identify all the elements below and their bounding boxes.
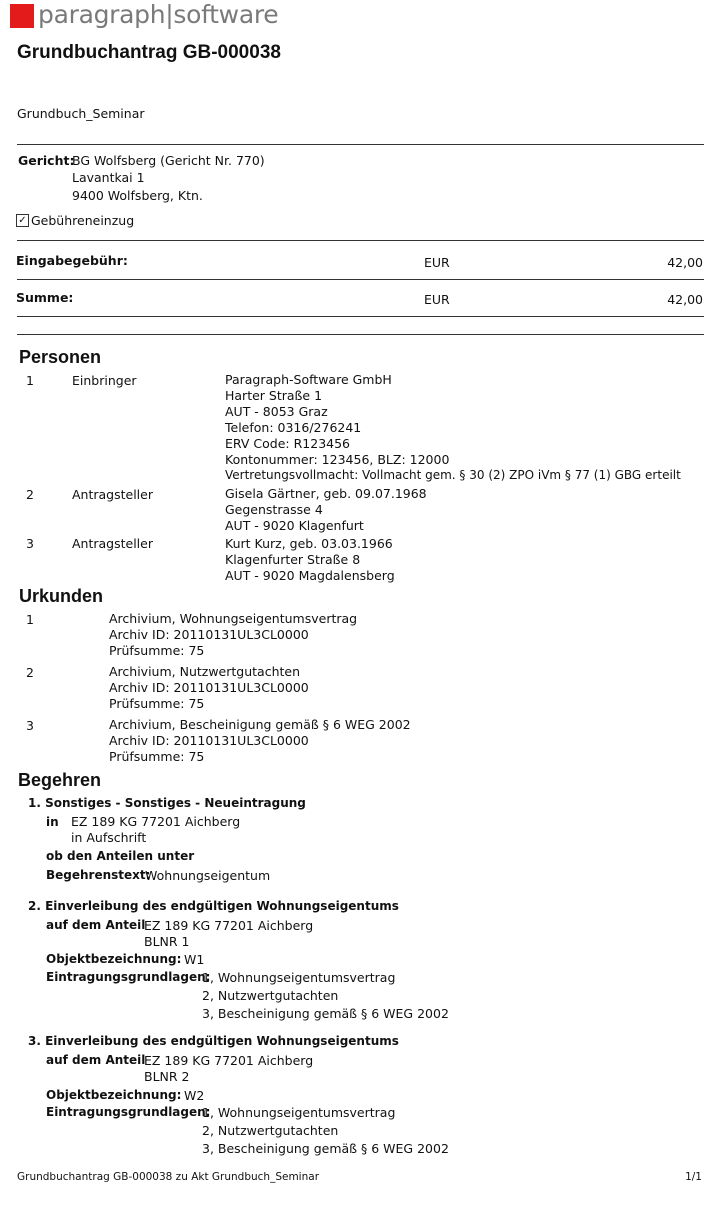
section-heading-begehren: Begehren <box>18 770 102 790</box>
begehren-objekt-label: Objektbezeichnung: <box>46 1088 182 1102</box>
sum-amount: 42,00 <box>667 292 703 307</box>
begehren-title: 2. Einverleibung des endgültigen Wohnungseigentums <box>28 899 399 913</box>
begehren-text-value: Wohnungseigentum <box>145 868 271 883</box>
person-line: AUT - 9020 Magdalensberg <box>225 568 395 583</box>
akt-name: Grundbuch_Seminar <box>17 106 145 121</box>
begehren-line: 3, Bescheinigung gemäß § 6 WEG 2002 <box>202 1006 449 1021</box>
divider <box>17 316 704 317</box>
person-line: Klagenfurter Straße 8 <box>225 552 361 567</box>
urkunde-line: Archiv ID: 20110131UL3CL0000 <box>109 680 309 695</box>
begehren-line: 3, Bescheinigung gemäß § 6 WEG 2002 <box>202 1141 449 1156</box>
gericht-label: Gericht: <box>18 153 75 168</box>
urkunde-line: Archiv ID: 20110131UL3CL0000 <box>109 733 309 748</box>
divider <box>17 144 704 145</box>
begehren-title: 1. Sonstiges - Sonstiges - Neueintragung <box>28 796 306 810</box>
fee-amount: 42,00 <box>667 255 703 270</box>
urkunde-line: Archivium, Bescheinigung gemäß § 6 WEG 2002 <box>109 717 411 732</box>
begehren-in-label: in <box>46 815 59 829</box>
divider <box>17 334 704 335</box>
person-nr: 2 <box>26 487 34 502</box>
page-number: 1/1 <box>685 1171 702 1183</box>
begehren-line: 2, Nutzwertgutachten <box>202 1123 339 1138</box>
person-role: Antragsteller <box>72 536 153 551</box>
fee-currency: EUR <box>424 255 450 270</box>
begehren-title: 3. Einverleibung des endgültigen Wohnungseigentums <box>28 1034 399 1048</box>
person-line: ERV Code: R123456 <box>225 436 351 451</box>
begehren-line: 1, Wohnungseigentumsvertrag <box>202 970 396 985</box>
person-line: Paragraph-Software GmbH <box>225 372 392 387</box>
person-role: Antragsteller <box>72 487 153 502</box>
urkunde-line: Archivium, Wohnungseigentumsvertrag <box>109 611 358 626</box>
sum-label: Summe: <box>16 290 74 305</box>
begehren-objekt-value: W2 <box>184 1088 205 1103</box>
person-line: Harter Straße 1 <box>225 388 323 403</box>
person-role: Einbringer <box>72 373 137 388</box>
gebuehreneinzug-checkbox[interactable]: ✓ <box>16 214 29 227</box>
begehren-anteilen: ob den Anteilen unter <box>46 849 195 863</box>
begehren-anteil-label: auf dem Anteil <box>46 1053 146 1067</box>
begehren-line: EZ 189 KG 77201 Aichberg <box>144 1053 314 1068</box>
urkunde-nr: 1 <box>26 612 34 627</box>
page-title: Grundbuchantrag GB-000038 <box>17 42 281 63</box>
person-nr: 1 <box>26 373 34 388</box>
person-line: Vertretungsvollmacht: Vollmacht gem. § 30 (2) ZPO iVm § 77 (1) GBG erteilt <box>225 468 681 482</box>
person-line: Gisela Gärtner, geb. 09.07.1968 <box>225 486 427 501</box>
urkunde-line: Prüfsumme: 75 <box>109 643 205 658</box>
divider <box>17 279 704 280</box>
person-line: AUT - 9020 Klagenfurt <box>225 518 364 533</box>
divider <box>17 240 704 241</box>
person-line: AUT - 8053 Graz <box>225 404 328 419</box>
urkunde-line: Archiv ID: 20110131UL3CL0000 <box>109 627 309 642</box>
gebuehreneinzug-label: Gebühreneinzug <box>31 213 135 228</box>
urkunde-line: Prüfsumme: 75 <box>109 749 205 764</box>
logo-square-icon <box>10 4 34 28</box>
urkunde-line: Archivium, Nutzwertgutachten <box>109 664 301 679</box>
begehren-anteil-label: auf dem Anteil <box>46 918 146 932</box>
begehren-line: 1, Wohnungseigentumsvertrag <box>202 1105 396 1120</box>
sum-currency: EUR <box>424 292 450 307</box>
person-line: Kontonummer: 123456, BLZ: 12000 <box>225 452 450 467</box>
begehren-line: BLNR 2 <box>144 1069 190 1084</box>
gericht-line: 9400 Wolfsberg, Ktn. <box>72 188 203 203</box>
section-heading-personen: Personen <box>19 347 102 367</box>
begehren-line: in Aufschrift <box>71 830 147 845</box>
begehren-line: BLNR 1 <box>144 934 190 949</box>
begehren-line: EZ 189 KG 77201 Aichberg <box>71 814 241 829</box>
urkunde-nr: 3 <box>26 718 34 733</box>
person-line: Telefon: 0316/276241 <box>225 420 362 435</box>
begehren-line: EZ 189 KG 77201 Aichberg <box>144 918 314 933</box>
begehren-objekt-label: Objektbezeichnung: <box>46 952 182 966</box>
footer-text: Grundbuchantrag GB-000038 zu Akt Grundbuch_Seminar <box>17 1171 320 1183</box>
person-line: Kurt Kurz, geb. 03.03.1966 <box>225 536 393 551</box>
begehren-line: 2, Nutzwertgutachten <box>202 988 339 1003</box>
begehren-text-label: Begehrenstext: <box>46 868 151 882</box>
person-line: Gegenstrasse 4 <box>225 502 323 517</box>
urkunde-line: Prüfsumme: 75 <box>109 696 205 711</box>
section-heading-urkunden: Urkunden <box>19 586 104 606</box>
urkunde-nr: 2 <box>26 665 34 680</box>
gericht-line: Lavantkai 1 <box>72 170 145 185</box>
gericht-line: BG Wolfsberg (Gericht Nr. 770) <box>72 153 265 168</box>
begehren-grund-label: Eintragungsgrundlagen: <box>46 970 211 984</box>
begehren-grund-label: Eintragungsgrundlagen: <box>46 1105 211 1119</box>
fee-label: Eingabegebühr: <box>16 253 128 268</box>
logo: paragraph|software <box>38 0 279 29</box>
person-nr: 3 <box>26 536 34 551</box>
begehren-objekt-value: W1 <box>184 952 205 967</box>
